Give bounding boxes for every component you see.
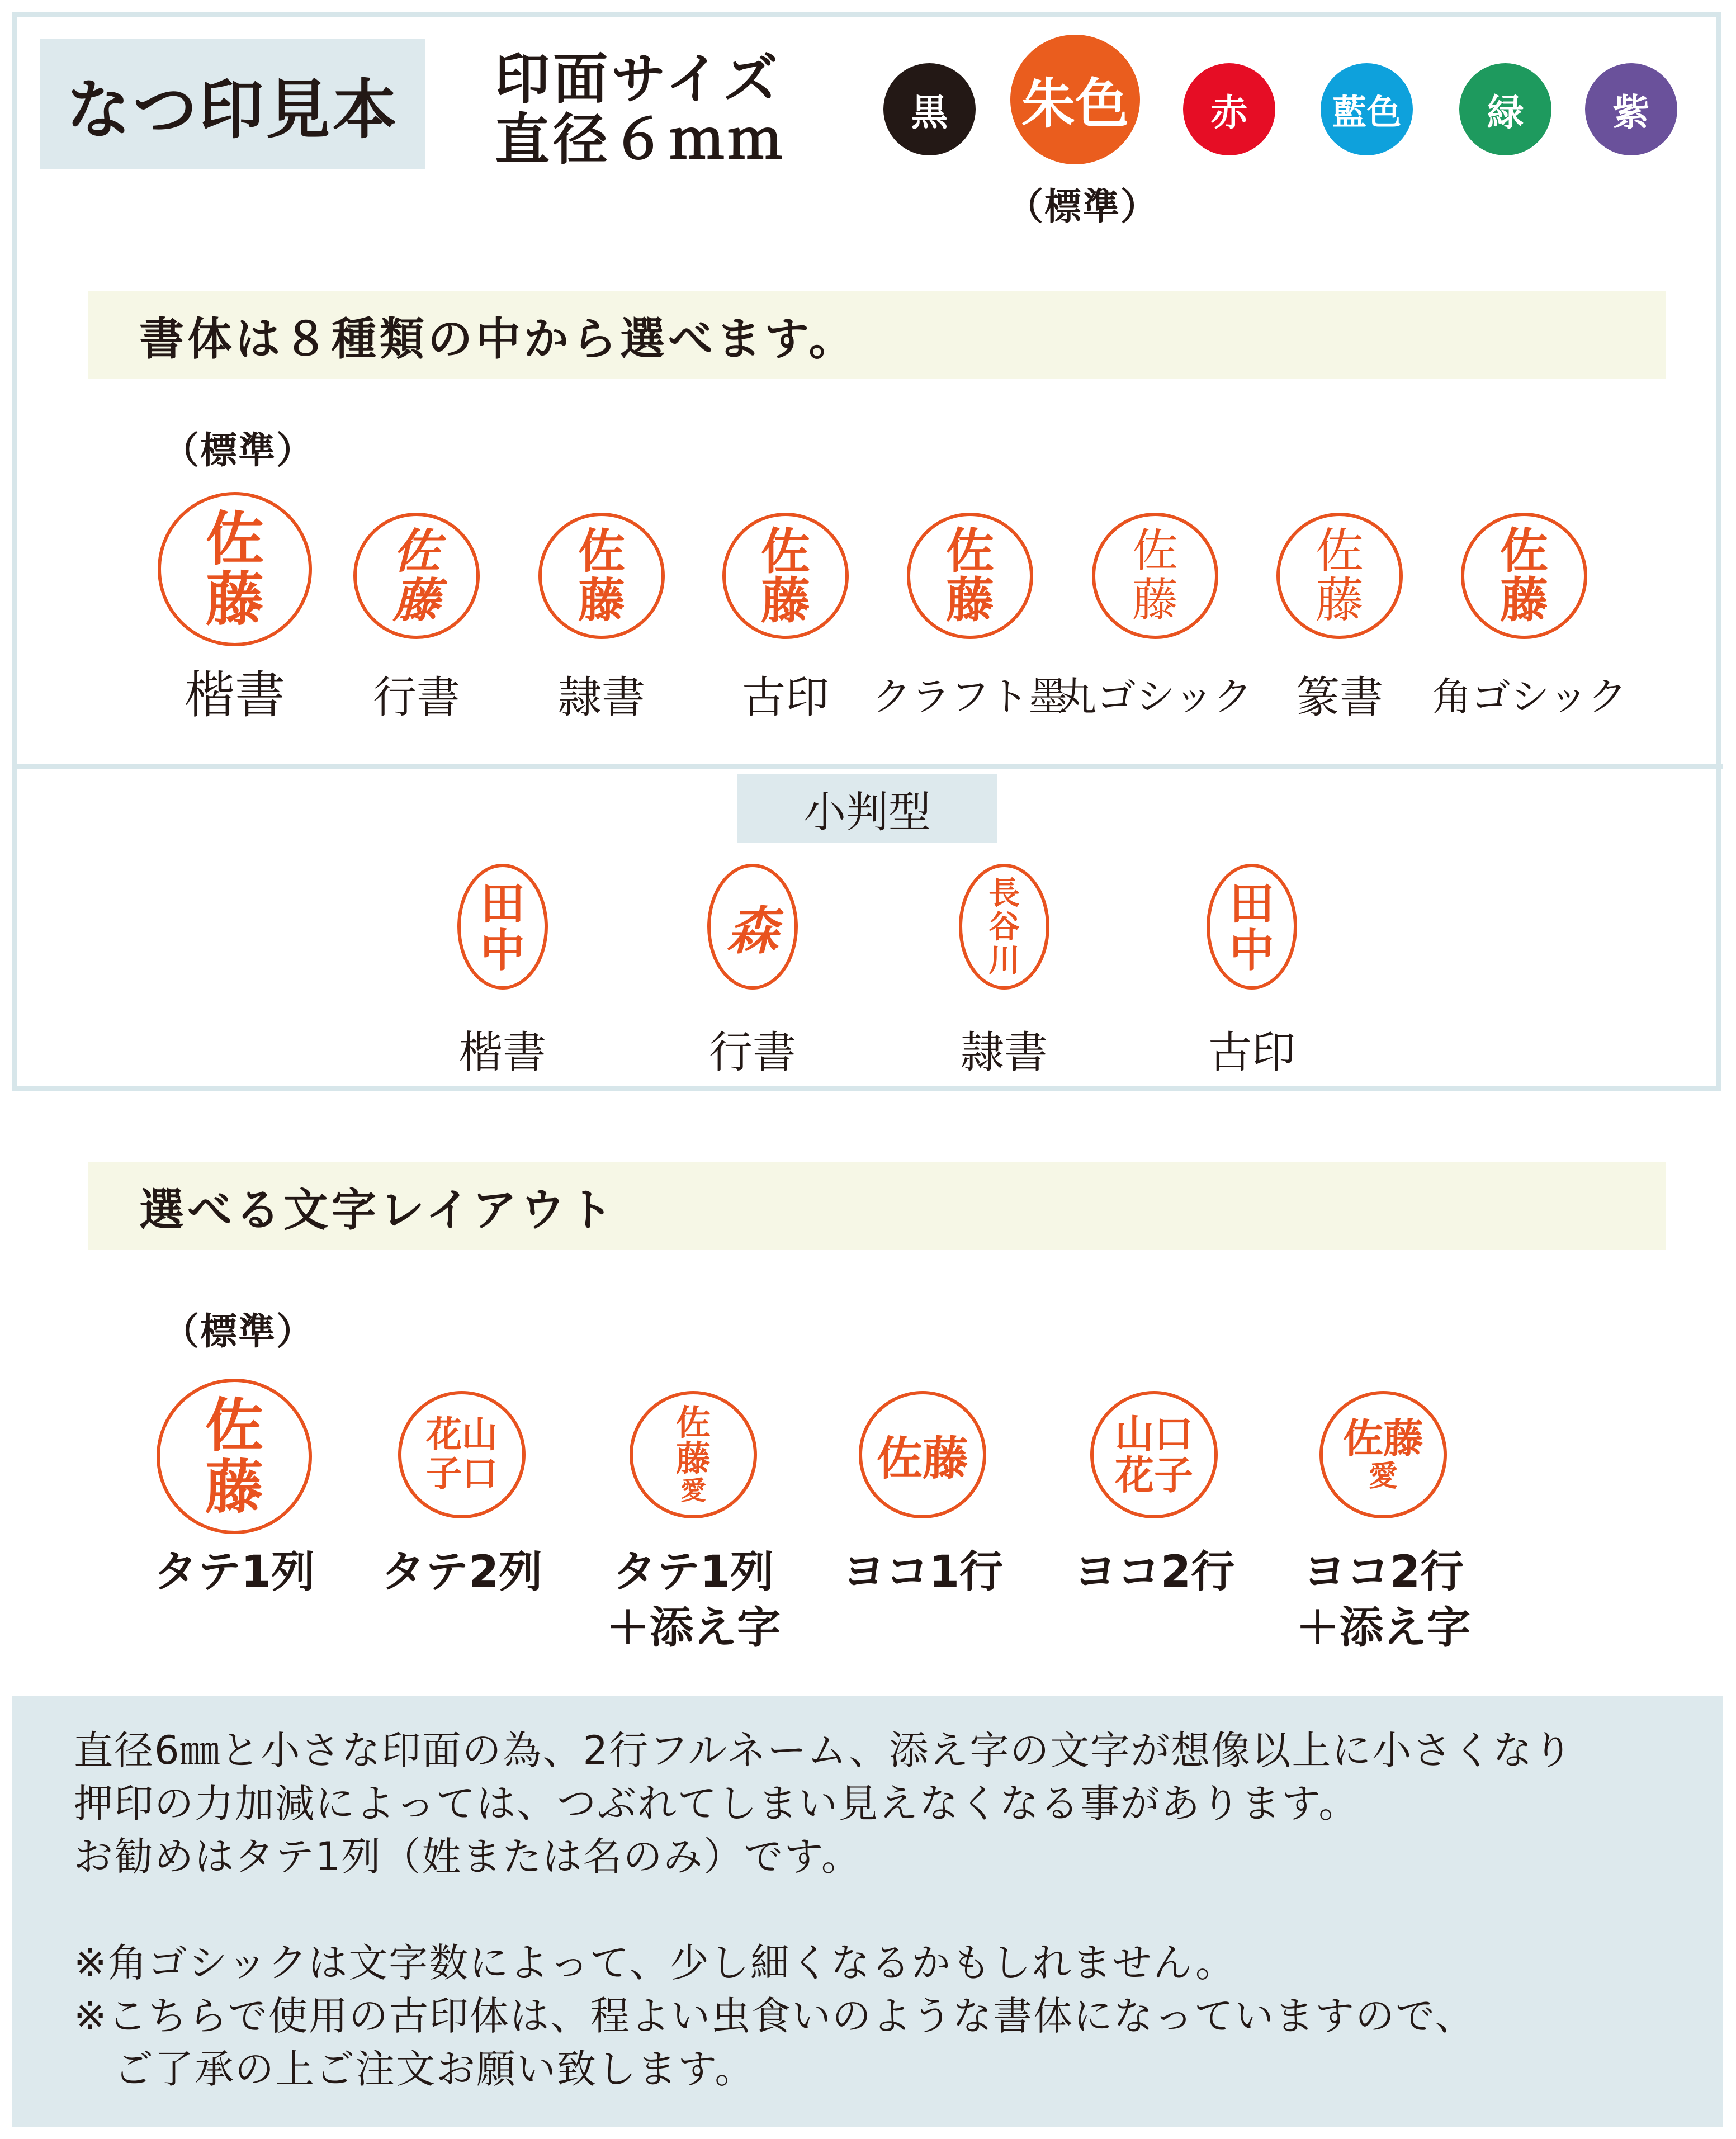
oval-seal-kaisho xyxy=(457,864,548,990)
standard-color-label: （標準） xyxy=(1006,185,1158,228)
fonts-heading-band xyxy=(88,291,1666,379)
oval-label-kaisho: 楷書 xyxy=(458,1028,546,1078)
note-line: 直径6㎜と小さな印面の為、2行フルネーム、添え字の文字が想像以上に小さくなり xyxy=(74,1728,1574,1773)
seal-char: 谷 xyxy=(988,908,1020,945)
seal-char: 佐 xyxy=(1132,524,1178,578)
seal-char: 藤 xyxy=(1132,574,1178,627)
note-line: ※角ゴシックは文字数によって、少し細くなるかもしれません。 xyxy=(74,1940,1236,1986)
ink-color-label: 紫 xyxy=(1612,91,1650,134)
note-line: 押印の力加減によっては、つぶれてしまい見えなくなる事があります。 xyxy=(74,1781,1359,1826)
standard-layout-label: （標準） xyxy=(162,1310,314,1353)
seal-char: 中 xyxy=(1229,924,1274,977)
layout-label-line1: ヨコ2行 xyxy=(1302,1547,1464,1597)
layout-seal-tate1-soeji xyxy=(630,1391,757,1518)
seal-char: 田 xyxy=(480,877,525,930)
font-label-gyosho: 行書 xyxy=(372,673,460,723)
seal-char: 愛 xyxy=(680,1475,706,1506)
layout-label-yoko2-soeji xyxy=(1260,1544,1506,1656)
seal-char: 愛 xyxy=(1368,1459,1398,1493)
layout-label-tate2 xyxy=(339,1544,585,1600)
ink-color-purple xyxy=(1585,63,1677,155)
seal-char: 川 xyxy=(988,941,1020,979)
section-divider xyxy=(12,764,1723,769)
seal-char: 佐 xyxy=(760,522,810,580)
note-line: ※こちらで使用の古印体は、程よい虫食いのような書体になっていますので、 xyxy=(74,1993,1475,2039)
fonts-heading: 書体は８種類の中から選べます。 xyxy=(139,313,857,365)
seal-maru-gothic xyxy=(1092,513,1218,639)
note-line: ご了承の上ご注文お願い致します。 xyxy=(74,2046,755,2092)
seal-craft-sumi xyxy=(907,513,1033,639)
font-label-maru-gothic: 丸ゴシック xyxy=(1057,674,1253,720)
layout-seal-yoko1 xyxy=(859,1391,986,1518)
layout-label-line2: ＋添え字 xyxy=(1295,1603,1470,1653)
seal-char: 佐 xyxy=(392,523,440,579)
notes-box xyxy=(12,1696,1723,2127)
seal-char: 佐 xyxy=(1316,523,1364,579)
size-label: 印面サイズ xyxy=(495,48,782,111)
ink-color-label: 赤 xyxy=(1210,91,1248,134)
font-label-reisho: 隷書 xyxy=(557,673,645,723)
layout-label-yoko2 xyxy=(1031,1544,1277,1600)
ink-color-green xyxy=(1459,63,1551,155)
seal-char: 佐藤 xyxy=(1342,1414,1423,1462)
layout-label-line1: タテ1列 xyxy=(153,1547,315,1597)
seal-kaku-gothic xyxy=(1461,513,1587,639)
oval-label-reisho: 隷書 xyxy=(960,1028,1048,1078)
seal-koin xyxy=(722,513,849,639)
ink-color-label: 緑 xyxy=(1487,91,1524,134)
seal-char: 藤 xyxy=(205,1452,263,1521)
seal-char: 藤 xyxy=(675,1438,711,1479)
ink-color-vermilion xyxy=(1010,35,1140,164)
seal-char: 佐 xyxy=(675,1402,711,1443)
layout-label-line1: タテ1列 xyxy=(612,1547,774,1597)
layout-label-yoko1 xyxy=(800,1544,1046,1600)
seal-char: 藤 xyxy=(1316,572,1364,628)
layout-label-line1: ヨコ1行 xyxy=(841,1547,1004,1597)
layout-label-line1: ヨコ2行 xyxy=(1073,1547,1235,1597)
seal-char: 子口 xyxy=(426,1453,498,1495)
standard-font-label: （標準） xyxy=(162,429,314,472)
font-label-kaku-gothic: 角ゴシック xyxy=(1432,674,1628,720)
layout-seal-tate1 xyxy=(157,1379,312,1534)
oval-label-koin: 古印 xyxy=(1208,1028,1295,1078)
note-spacer xyxy=(74,1884,1723,1937)
seal-char: 田 xyxy=(1229,877,1274,930)
layout-label-tate1-soeji xyxy=(570,1544,816,1656)
seal-char: 佐藤 xyxy=(876,1431,968,1485)
seal-char: 藤 xyxy=(392,572,440,628)
seal-char: 藤 xyxy=(205,565,264,633)
layout-label-tate1 xyxy=(111,1544,357,1600)
size-value: 直径６ｍｍ xyxy=(495,108,786,172)
seal-char: 花山 xyxy=(426,1414,498,1456)
seal-gyosho xyxy=(353,513,480,639)
seal-char: 森 xyxy=(726,900,778,961)
layout-seal-tate2 xyxy=(398,1391,526,1518)
small-oval-heading: 小判型 xyxy=(737,774,997,843)
seal-char: 藤 xyxy=(1500,572,1548,628)
seal-char: 佐 xyxy=(1500,523,1548,579)
font-label-koin: 古印 xyxy=(741,673,829,723)
seal-kaisho xyxy=(158,492,312,646)
ink-color-label: 黒 xyxy=(911,91,948,134)
ink-color-indigo xyxy=(1321,63,1413,155)
layout-label-line2: ＋添え字 xyxy=(606,1603,781,1653)
font-label-craft-sumi: クラフト墨 xyxy=(872,674,1068,720)
layout-seal-yoko2-soeji xyxy=(1319,1391,1447,1518)
seal-char: 藤 xyxy=(760,571,810,630)
seal-char: 佐 xyxy=(205,1391,263,1460)
font-label-kaisho: 楷書 xyxy=(185,666,285,725)
note-line: お勧めはタテ1列（姓または名のみ）です。 xyxy=(74,1834,862,1880)
ink-color-label: 藍色 xyxy=(1332,92,1402,132)
layout-label-line1: タテ2列 xyxy=(381,1547,543,1597)
seal-char: 長 xyxy=(988,874,1020,912)
oval-seal-koin xyxy=(1207,864,1297,990)
oval-label-gyosho: 行書 xyxy=(708,1028,796,1078)
seal-char: 佐 xyxy=(578,523,625,579)
ink-color-black xyxy=(883,63,976,155)
oval-seal-gyosho xyxy=(707,864,798,990)
layout-heading-band xyxy=(88,1162,1666,1250)
seal-char: 藤 xyxy=(578,572,625,628)
stamp-size-info xyxy=(495,49,786,170)
layout-seal-yoko2 xyxy=(1090,1391,1218,1518)
seal-tensho xyxy=(1276,513,1403,639)
layout-heading: 選べる文字レイアウト xyxy=(139,1184,617,1236)
seal-char: 山口 xyxy=(1115,1411,1193,1457)
oval-seal-reisho xyxy=(959,864,1049,990)
seal-char: 中 xyxy=(480,924,525,977)
seal-char: 藤 xyxy=(946,572,994,628)
seal-char: 佐 xyxy=(946,523,994,579)
seal-reisho xyxy=(538,513,665,639)
font-label-tensho: 篆書 xyxy=(1295,673,1383,723)
ink-color-label: 朱色 xyxy=(1021,72,1129,135)
seal-char: 花子 xyxy=(1115,1452,1193,1498)
ink-color-red xyxy=(1183,63,1275,155)
page-title: なつ印見本 xyxy=(40,39,425,169)
seal-char: 佐 xyxy=(205,504,264,573)
